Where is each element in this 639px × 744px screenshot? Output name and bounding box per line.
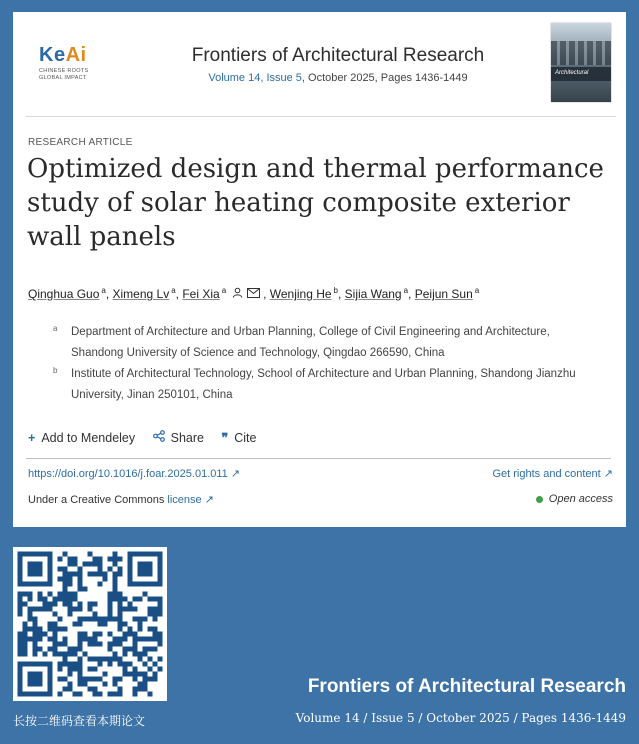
article-title: Optimized design and thermal performance study of solar heating composite exterior wall panels [27,154,604,252]
journal-cover-image[interactable] [551,23,611,102]
person-icon[interactable] [232,290,246,301]
qr-caption: 长按二维码查看本期论文 [13,714,146,728]
article-card [13,12,626,527]
doi-link[interactable]: https://doi.org/10.1016/j.foar.2025.01.011 ↗ [28,468,241,480]
author-link[interactable]: Qinghua Guo [28,287,100,301]
affiliations [53,322,603,406]
affil-sup: a [101,286,106,295]
journal-title[interactable]: Frontiers of Architectural Research [191,45,485,66]
affil-text: Department of Architecture and Urban Planning, College of Civil Engineering and Architecture, Shandong University of Science and Technology, Qingdao 266590, China [71,326,550,359]
affil-mark: b [53,366,58,375]
add-to-mendeley-button[interactable] [28,431,135,445]
author-link[interactable]: Fei Xia [182,287,220,301]
article-actions [28,430,270,445]
plus-icon: + [28,431,36,445]
open-access-label: Open access [548,493,613,505]
mendeley-label: Add to Mendeley [41,431,136,445]
open-access-badge [536,493,613,505]
author-link[interactable]: Ximeng Lv [112,287,170,301]
share-button[interactable] [153,430,204,445]
cover-title: Architectural [555,70,589,76]
author-link[interactable]: Sijia Wang [344,287,402,301]
author-link[interactable]: Wenjing He [269,287,332,301]
cite-button[interactable] [221,430,256,445]
journal-masthead [13,12,626,116]
cover-photo [551,41,611,65]
cite-label: Cite [234,431,257,445]
author-list: Qinghua Guo $^a$, Ximeng Lv $^a$, Fei Xia $^a$ , Wenjing He $^b$, Sijia Wang $^a$, Peijun Sun $^a$ [28,286,480,301]
divider [26,458,611,459]
logo-wordmark: KeAi [39,44,87,66]
issue-date-pages: , October 2025, Pages 1436-1449 [301,72,468,84]
affil-sup: a [221,286,227,295]
share-label: Share [170,431,204,445]
affiliation-item [53,364,603,406]
footer-issue-info: Volume 14 / Issue 5 / October 2025 / Pages 1436-1449 [295,711,626,725]
share-icon [153,431,165,445]
email-icon[interactable] [247,290,263,301]
open-access-dot-icon [536,496,543,503]
volume-issue-link[interactable]: Volume 14, Issue 5 [208,72,302,84]
journal-issue-info [168,72,508,84]
divider [26,116,616,117]
quote-icon: ❞ [221,431,229,445]
license-text [28,493,214,506]
affiliation-item [53,322,603,364]
footer-journal-title: Frontiers of Architectural Research [307,676,626,697]
affil-sup: a [474,286,480,295]
affil-text: Institute of Architectural Technology, School of Architecture and Urban Planning, Shandong Jianzhu University, Jinan 250101, China [71,368,576,401]
author-link[interactable]: Peijun Sun [414,287,473,301]
license-link[interactable]: license ↗ [167,494,214,506]
license-prefix: Under a Creative Commons [28,494,168,506]
rights-link[interactable]: Get rights and content ↗ [492,468,613,480]
article-type: RESEARCH ARTICLE [28,137,133,148]
keai-logo[interactable] [39,44,109,82]
qr-code-graphic [13,547,167,701]
qr-code[interactable] [13,547,167,701]
affil-sup: a [403,286,409,295]
logo-tagline: CHINESE ROOTS GLOBAL IMPACT [39,68,89,81]
affil-sup: b [333,286,338,295]
affil-sup: a [171,286,176,295]
affil-mark: a [53,324,58,333]
